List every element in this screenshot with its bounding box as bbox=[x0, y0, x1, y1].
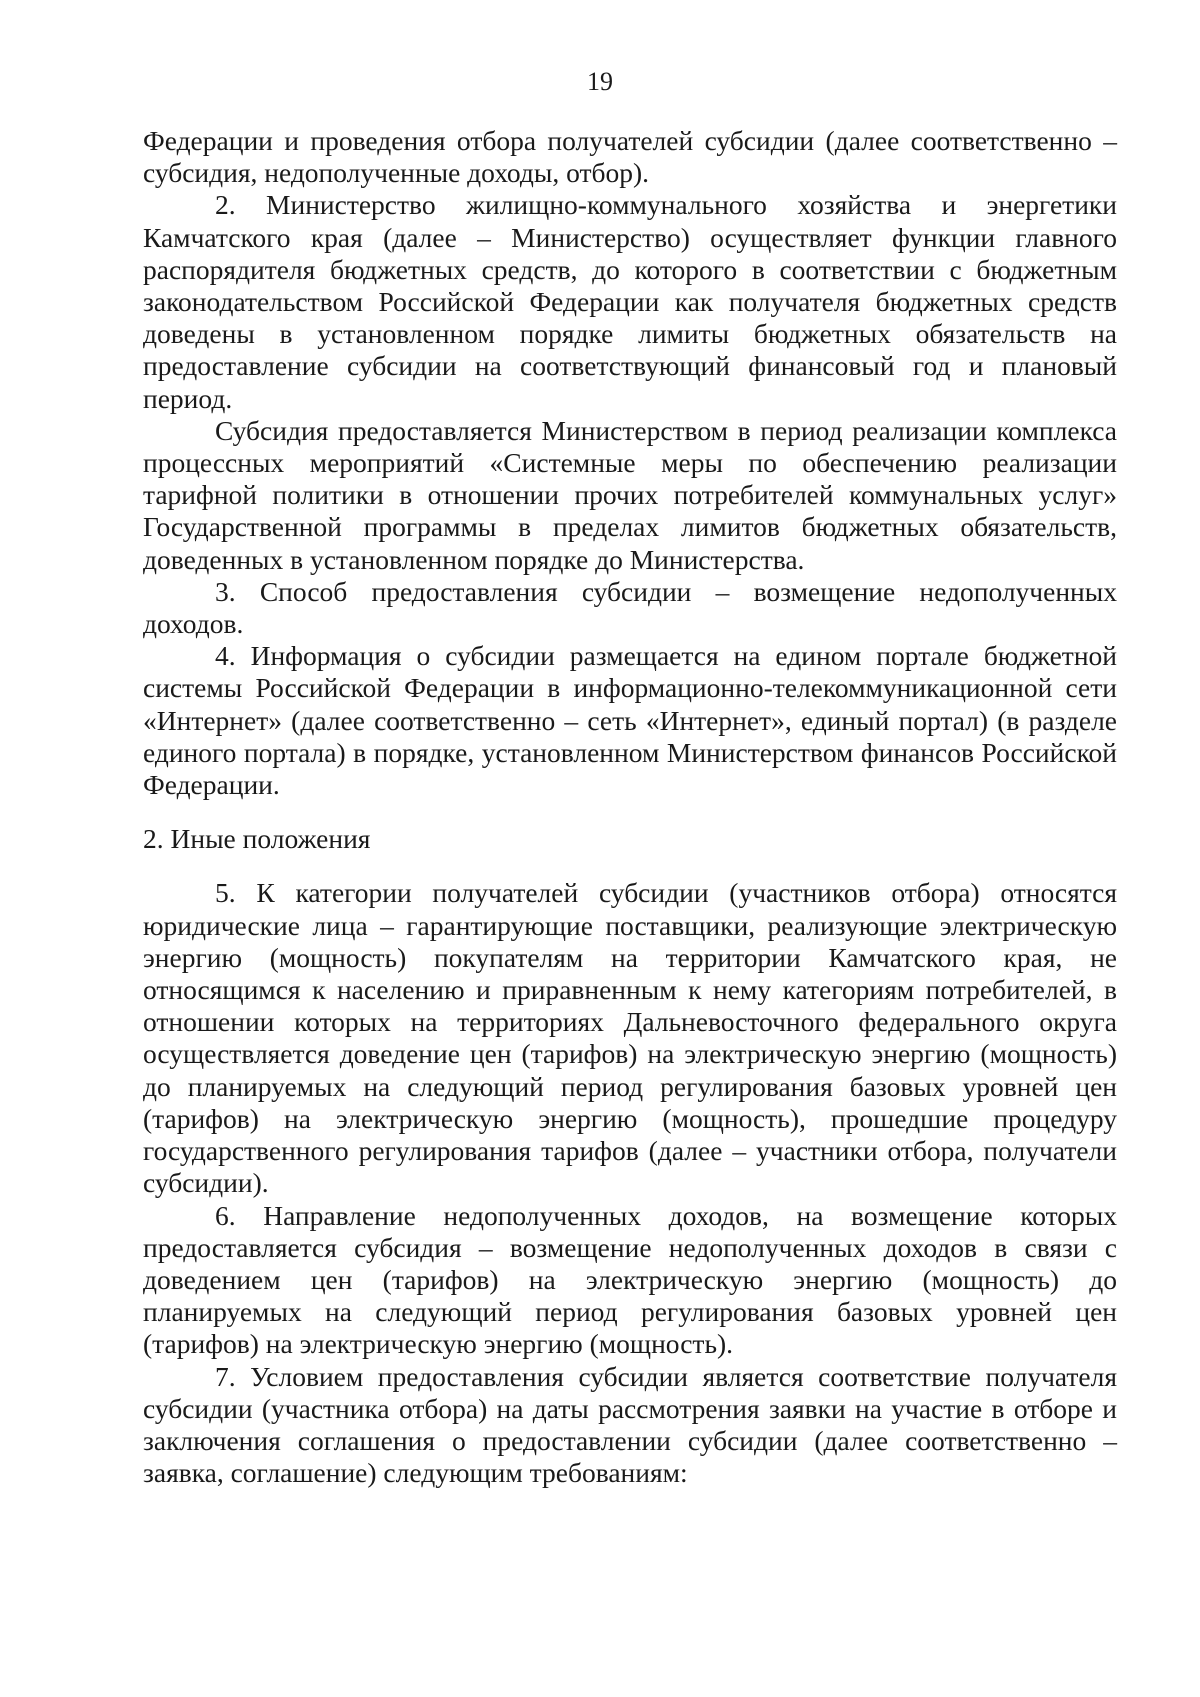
paragraph-item-6: 6. Направление недополученных доходов, на возмещение которых предоставляется субсидия – возмещение недополученных доходов в связи с доведением цен (тарифов) на электрическую энергию (мощность) до планируемых на следующий период регулирования базовых уровней цен (тарифов) на электрическую энергию (мощность). bbox=[143, 1199, 1117, 1360]
paragraph-item-2: 2. Министерство жилищно-коммунального хозяйства и энергетики Камчатского края (далее – Министерство) осуществляет функции главного распорядителя бюджетных средств, до которого в соответствии с бюджетным законодательством Российской Федерации как получателя бюджетных средств доведены в установленном порядке лимиты бюджетных обязательств на предоставление субсидии на соответствующий финансовый год и плановый период. bbox=[143, 189, 1117, 414]
document-body bbox=[143, 125, 1117, 1489]
paragraph-continuation: Федерации и проведения отбора получателей субсидии (далее соответственно – субсидия, недополученные доходы, отбор). bbox=[143, 125, 1117, 189]
paragraph-item-4: 4. Информация о субсидии размещается на едином портале бюджетной системы Российской Федерации в информационно-телекоммуникационной сети «Интернет» (далее соответственно – сеть «Интернет», единый портал) (в разделе единого портала) в порядке, установленном Министерством финансов Российской Федерации. bbox=[143, 640, 1117, 801]
page-number: 19 bbox=[587, 67, 613, 96]
paragraph-item-3: 3. Способ предоставления субсидии – возмещение недополученных доходов. bbox=[143, 575, 1117, 640]
paragraph-subsidy-period: Субсидия предоставляется Министерством в период реализации комплекса процессных мероприятий «Системные меры по обеспечению реализации тарифной политики в отношении прочих потребителей коммунальных услуг» Государственной программы в пределах лимитов бюджетных обязательств, доведенных в установленном порядке до Министерства. bbox=[143, 414, 1117, 575]
paragraph-item-7: 7. Условием предоставления субсидии является соответствие получателя субсидии (участника отбора) на даты рассмотрения заявки на участие в отборе и заключения соглашения о предоставлении субсидии (далее соответственно – заявка, соглашение) следующим требованиям: bbox=[143, 1360, 1117, 1489]
paragraph-item-5: 5. К категории получателей субсидии (участников отбора) относятся юридические лица – гарантирующие поставщики, реализующие электрическую энергию (мощность) покупателям на территории Камчатского края, не относящимся к населению и приравненным к нему категориям потребителей, в отношении которых на территориях Дальневосточного федерального округа осуществляется доведение цен (тарифов) на электрическую энергию (мощность) до планируемых на следующий период регулирования базовых уровней цен (тарифов) на электрическую энергию (мощность), прошедшие процедуру государственного регулирования тарифов (далее – участники отбора, получатели субсидии). bbox=[143, 877, 1117, 1199]
section-heading: 2. Иные положения bbox=[143, 823, 371, 855]
